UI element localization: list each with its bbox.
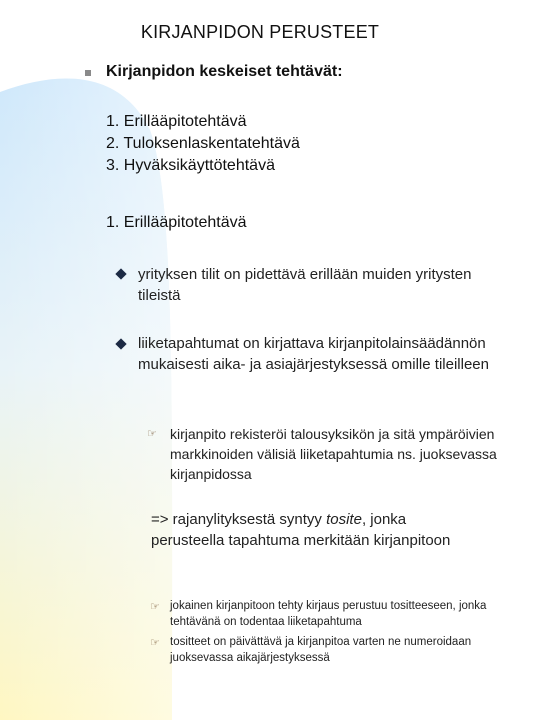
note-text: tositteet on päivättävä ja kirjanpitoa varten ne numeroidaan juoksevassa aikajärjestyksessä — [170, 636, 472, 664]
subheading: 1. Erillääpitotehtävä — [106, 214, 247, 231]
conclusion-before: => rajanylityksestä syntyy — [151, 511, 327, 528]
pointing-hand-icon: ☞ — [147, 428, 157, 440]
task-list — [106, 111, 300, 177]
diamond-bullet-icon — [115, 338, 126, 349]
diamond-bullet-icon — [115, 268, 126, 279]
point-text: liiketapahtumat on kirjattava kirjanpitolainsäädännön mukaisesti aika- ja asiajärjestyksessä omille tileilleen — [138, 335, 489, 373]
conclusion-emphasis: tosite — [326, 511, 362, 528]
conclusion-after: , jonka perusteella tapahtuma merkitään kirjanpitoon — [151, 511, 451, 549]
section-heading: Kirjanpidon keskeiset tehtävät: — [106, 63, 343, 80]
task-item: 3. Hyväksikäyttötehtävä — [106, 157, 275, 174]
slide-title: KIRJANPIDON PERUSTEET — [140, 22, 380, 42]
task-item: 1. Erillääpitotehtävä — [106, 113, 247, 130]
pointing-hand-icon: ☞ — [150, 601, 160, 613]
note-text: jokainen kirjanpitoon tehty kirjaus perustuu tositteeseen, jonka tehtävänä on todentaa liiketapahtuma — [170, 600, 487, 628]
point-text: yrityksen tilit on pidettävä erillään muiden yritysten tileistä — [138, 266, 472, 304]
subpoint-text: kirjanpito rekisteröi talousyksikön ja sitä ympäröivien markkinoiden välisiä liiketapahtumia ns. juoksevassa kirjanpidossa — [170, 426, 497, 482]
task-item: 2. Tuloksenlaskentatehtävä — [106, 135, 300, 152]
square-bullet-icon — [85, 70, 91, 76]
pointing-hand-icon: ☞ — [150, 637, 160, 649]
conclusion-text — [151, 510, 471, 551]
